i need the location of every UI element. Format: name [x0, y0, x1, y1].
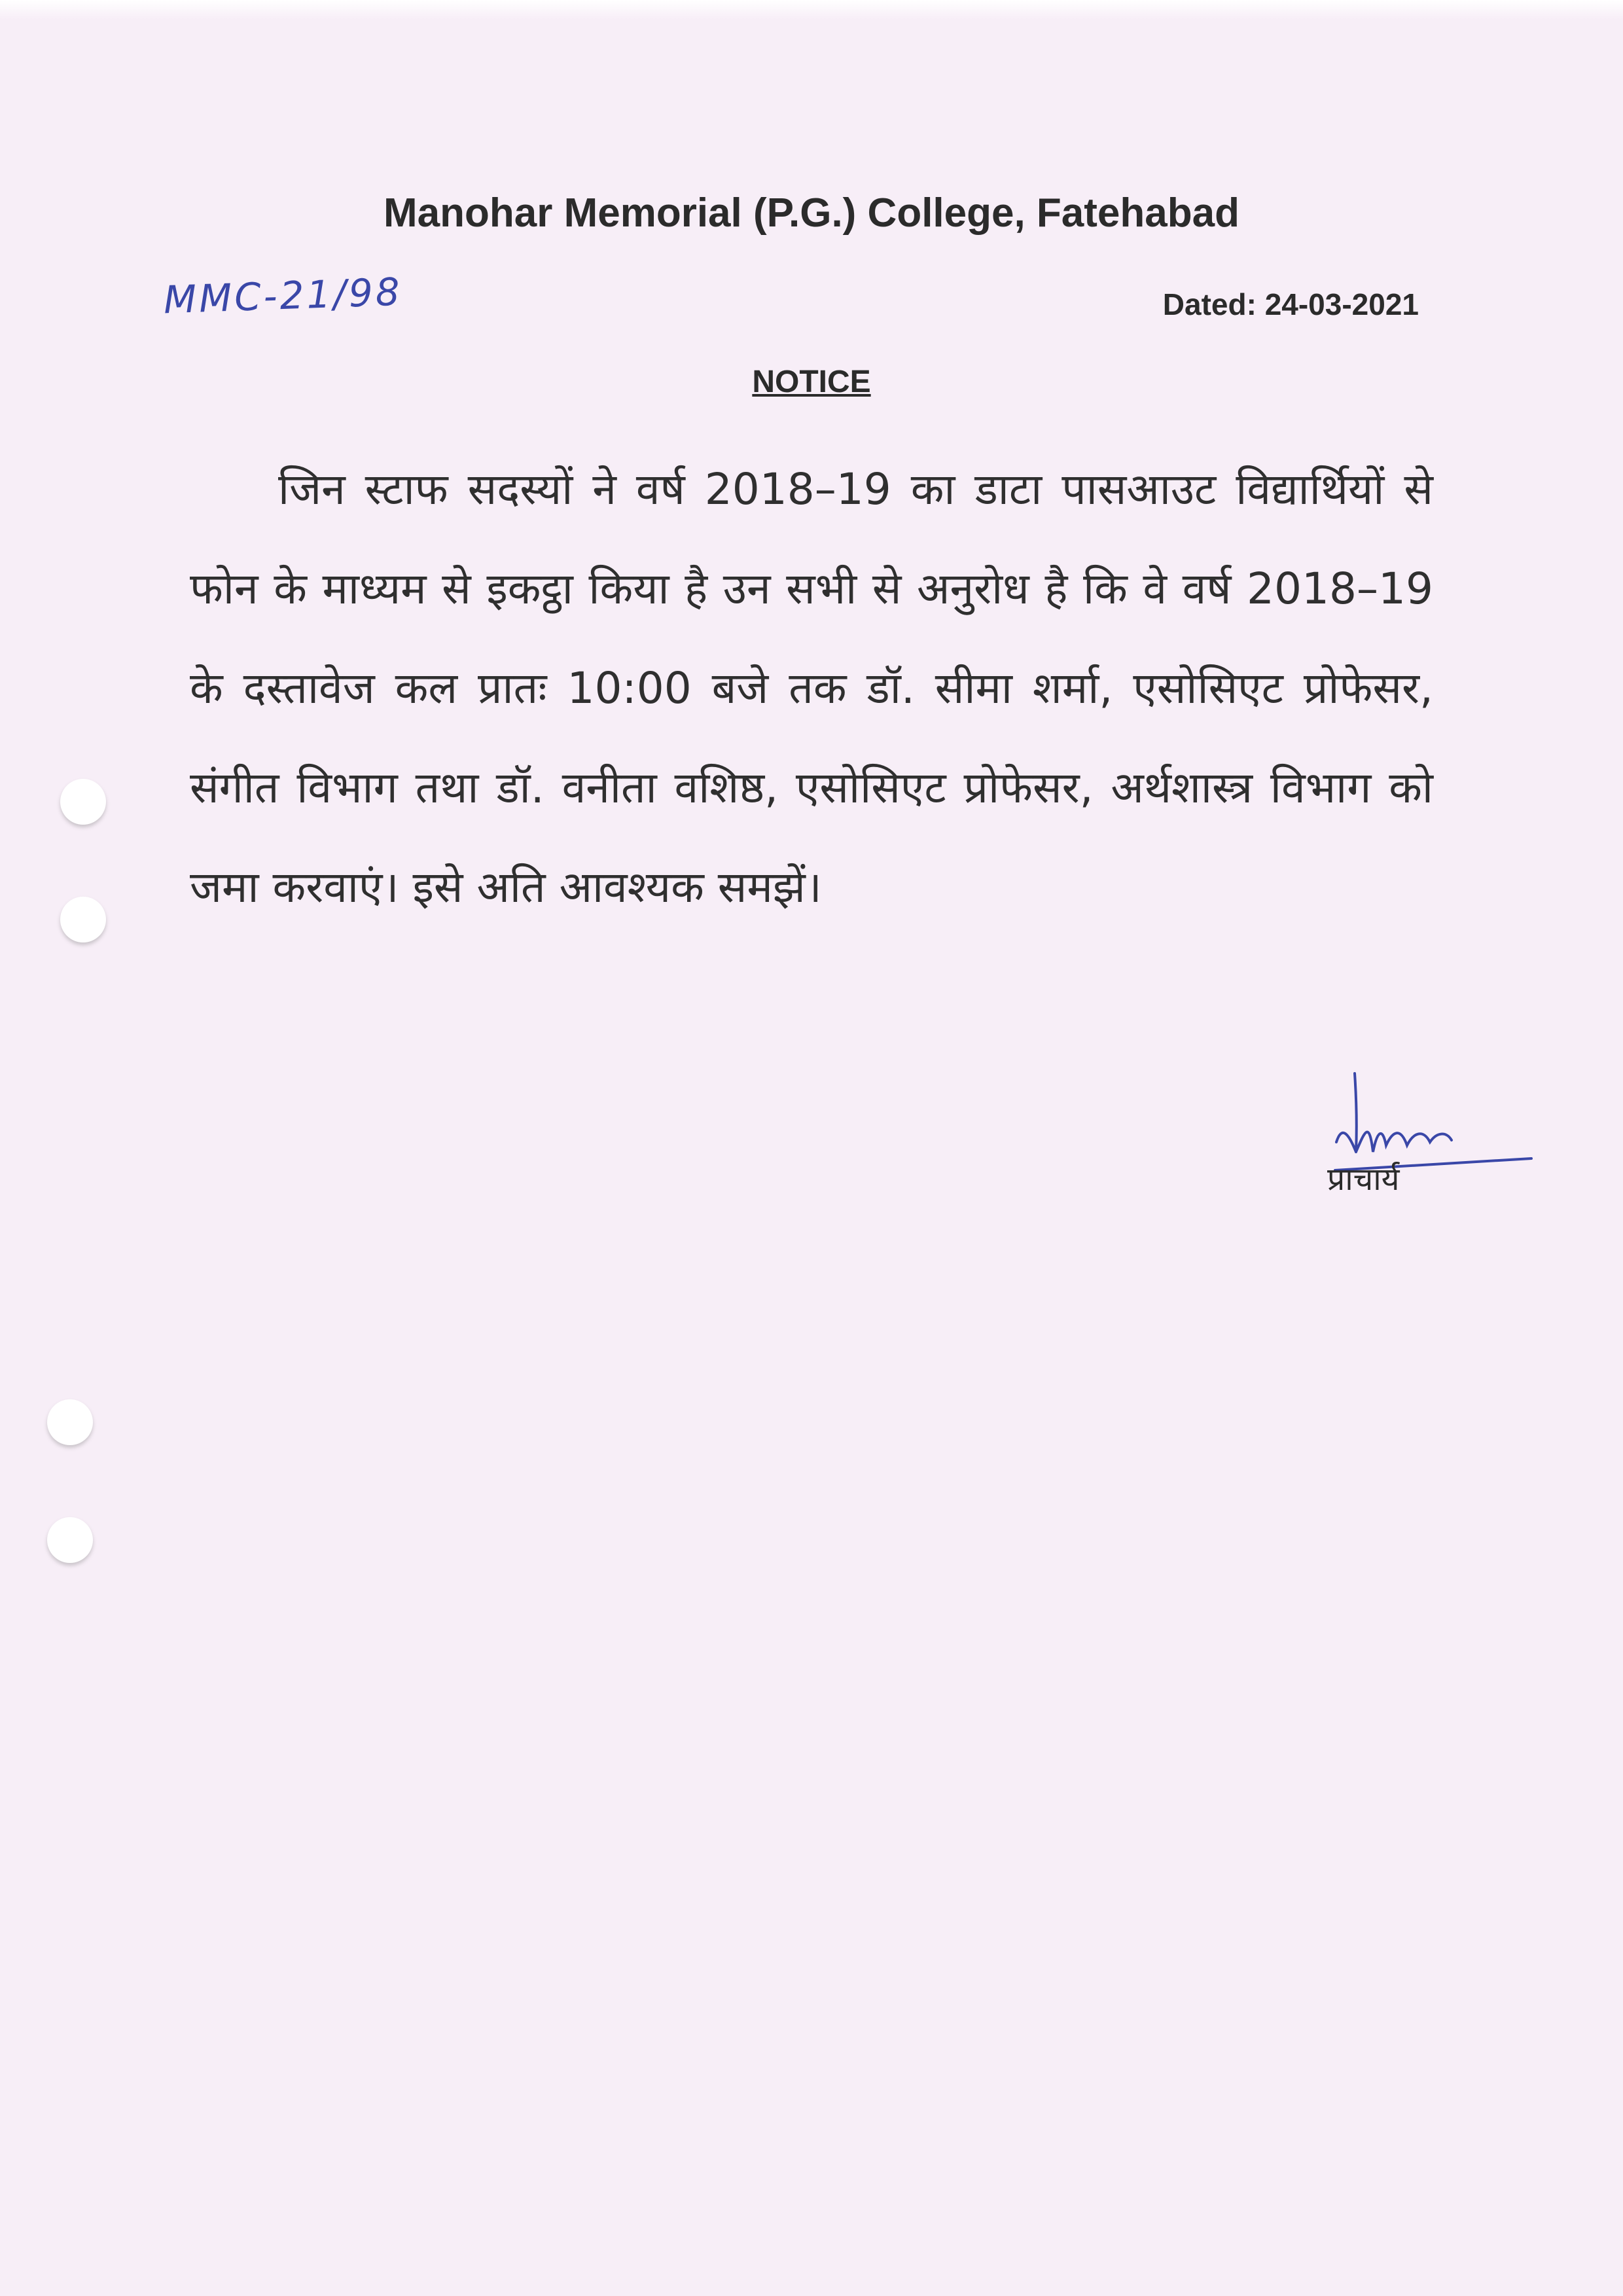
punch-hole [47, 1399, 93, 1445]
handwritten-reference-number: MMC-21/98 [162, 269, 403, 323]
principal-designation: प्राचार्य [1327, 1161, 1400, 1198]
notice-body: जिन स्टाफ सदस्यों ने वर्ष 2018–19 का डाटा पासआउट विद्यार्थियों से फोन के माध्यम से इकट्ठा किया है उन सभी से अनुरोध है कि वे वर्ष 2018–19 के दस्तावेज कल प्रातः 10:00 बजे तक डॉ. सीमा शर्मा, एसोसिएट प्रोफेसर, संगीत विभाग तथा डॉ. वनीता वशिष्ठ, एसोसिएट प्रोफेसर, अर्थशास्त्र विभाग को जमा करवाएं। इसे अति आवश्यक समझें। [190, 464, 1433, 912]
paper-top-edge [0, 0, 1623, 20]
notice-date: Dated: 24-03-2021 [1162, 287, 1419, 321]
notice-heading: NOTICE [752, 365, 871, 399]
college-name: Manohar Memorial (P.G.) College, Fatehabad [383, 190, 1240, 236]
punch-hole [60, 897, 106, 942]
punch-hole [47, 1517, 93, 1563]
principal-signature-block [1309, 1054, 1558, 1211]
punch-hole [60, 779, 106, 825]
